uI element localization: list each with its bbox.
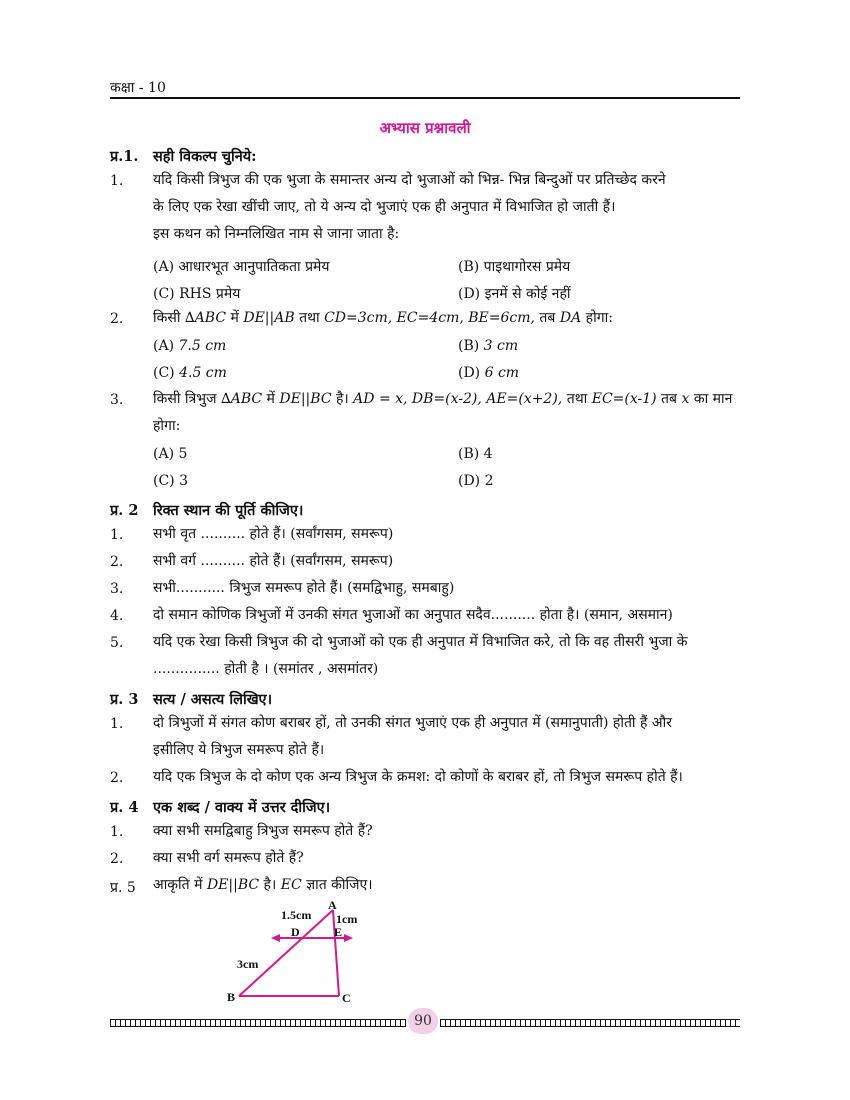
q3-text xyxy=(153,386,743,440)
label-db-length: 3cm xyxy=(237,957,259,971)
label-d: D xyxy=(291,925,300,939)
page-title: अभ्यास प्रश्नावली xyxy=(379,119,471,137)
arrowhead-right xyxy=(344,934,353,942)
tf-item-2: यदि एक त्रिभुज के दो कोण एक अन्य त्रिभुज के क्रमश: दो कोणों के बराबर हों, तो त्रिभुज समरूप होते हैं। xyxy=(153,769,683,785)
page-footer xyxy=(110,1012,740,1032)
footer-border-right xyxy=(440,1019,740,1027)
oneword-item-1: क्या सभी समद्विबाहु त्रिभुज समरूप होते हैं? xyxy=(153,823,373,839)
side-ab xyxy=(239,910,333,996)
fill-item-4: दो समान कोणिक त्रिभुजों में उनकी संगत भुजाओं का अनुपात सदैव.......... होता है। (समान, असमान) xyxy=(153,607,673,623)
q3-option-d: (D) 2 xyxy=(458,473,494,489)
q3-line-1: किसी त्रिभुज ∆ABC में DE||BC है। AD = x, DB=(x-2), AE=(x+2), तथा EC=(x-1) तब x का मान xyxy=(153,391,733,407)
triangle-figure xyxy=(215,898,375,1010)
q2-option-b: (B) 3 cm xyxy=(458,338,519,354)
q1-line-3: इस कथन को निम्नलिखित नाम से जाना जाता है: xyxy=(153,226,400,242)
q1-number: 1. xyxy=(110,173,124,189)
q3-option-b: (B) 4 xyxy=(458,446,493,462)
fill-item-2: सभी वर्ग .......... होते हैं। (सर्वांगसम, समरूप) xyxy=(153,553,394,569)
fill-item-2-number: 2. xyxy=(110,554,124,570)
q2-option-a: (A) 7.5 cm xyxy=(153,338,227,354)
section-1-heading: सही विकल्प चुनिये: xyxy=(153,148,257,165)
q3-option-c: (C) 3 xyxy=(153,473,188,489)
section-3-heading: सत्य / असत्य लिखिए। xyxy=(153,691,273,708)
oneword-item-1-number: 1. xyxy=(110,824,124,840)
q2-option-d: (D) 6 cm xyxy=(458,365,520,381)
q2-text: किसी ∆ABC में DE||AB तथा CD=3cm, EC=4cm, BE=6cm, तब DA होगा: xyxy=(153,310,613,326)
header-rule xyxy=(110,97,740,99)
q1-line-2: के लिए एक रेखा खींची जाए, तो ये अन्य दो भुजाएं एक ही अनुपात में विभाजित हो जाती हैं। xyxy=(153,199,616,215)
q3-option-a: (A) 5 xyxy=(153,446,188,462)
section-2-heading: रिक्त स्थान की पूर्ति कीजिए। xyxy=(153,502,304,519)
label-e: E xyxy=(334,925,343,939)
label-ad-length: 1.5cm xyxy=(281,908,312,922)
footer-border-left xyxy=(110,1019,406,1027)
q2-number: 2. xyxy=(110,311,124,327)
fill-item-4-number: 4. xyxy=(110,608,124,624)
section-5-number: प्र. 5 xyxy=(110,880,136,896)
q1-option-c: (C) RHS प्रमेय xyxy=(153,286,241,302)
section-1-number: प्र.1. xyxy=(110,148,139,165)
q3-line-2: होगा: xyxy=(153,418,181,434)
oneword-item-2: क्या सभी वर्ग समरूप होते हैं? xyxy=(153,850,304,866)
fill-item-3: सभी........... त्रिभुज समरूप होते हैं। (समद्विभाहु, समबाहु) xyxy=(153,580,455,596)
tf-item-1-number: 1. xyxy=(110,716,124,732)
label-c: C xyxy=(342,991,351,1005)
section-2-number: प्र. 2 xyxy=(110,502,139,519)
tf-item-1: दो त्रिभुजों में संगत कोण बराबर हों, तो उनकी संगत भुजाएं एक ही अनुपात में (समानुपाती) होती हैं और इसीलिए ये त्रिभुज समरूप होते हैं। xyxy=(153,715,672,758)
section-5-text: आकृति में DE||BC है। EC ज्ञात कीजिए। xyxy=(153,877,373,893)
tf-item-2-number: 2. xyxy=(110,770,124,786)
label-b: B xyxy=(227,990,236,1004)
oneword-item-2-number: 2. xyxy=(110,851,124,867)
q1-option-a: (A) आधारभूत आनुपातिकता प्रमेय xyxy=(153,259,330,275)
class-label: कक्षा - 10 xyxy=(110,80,166,96)
section-4-heading: एक शब्द / वाक्य में उत्तर दीजिए। xyxy=(153,799,331,816)
section-4-number: प्र. 4 xyxy=(110,799,139,816)
q1-option-d: (D) इनमें से कोई नहीं xyxy=(458,286,571,302)
label-ae-length: 1cm xyxy=(336,912,358,926)
fill-item-3-number: 3. xyxy=(110,581,124,597)
fill-item-1-number: 1. xyxy=(110,527,124,543)
q1-line-1: यदि किसी त्रिभुज की एक भुजा के समान्तर अन्य दो भुजाओं को भिन्न- भिन्न बिन्दुओं पर प्रतिच्छेद करने xyxy=(153,172,666,188)
q2-option-c: (C) 4.5 cm xyxy=(153,365,227,381)
page-number: 90 xyxy=(408,1008,438,1034)
q1-option-b: (B) पाइथागोरस प्रमेय xyxy=(458,259,571,275)
arrowhead-left xyxy=(271,934,280,942)
q3-number: 3. xyxy=(110,392,124,408)
fill-item-5: यदि एक रेखा किसी त्रिभुज की दो भुजाओं को एक ही अनुपात में विभाजित करे, तो कि वह तीसरी भुजा के ............... होती है । (समांतर , असमांतर) xyxy=(153,634,688,677)
fill-item-5-number: 5. xyxy=(110,635,124,651)
q1-text xyxy=(153,167,743,248)
label-a: A xyxy=(328,898,337,912)
section-3-number: प्र. 3 xyxy=(110,691,139,708)
fill-item-1: सभी वृत .......... होते हैं। (सर्वांगसम, समरूप) xyxy=(153,526,394,542)
